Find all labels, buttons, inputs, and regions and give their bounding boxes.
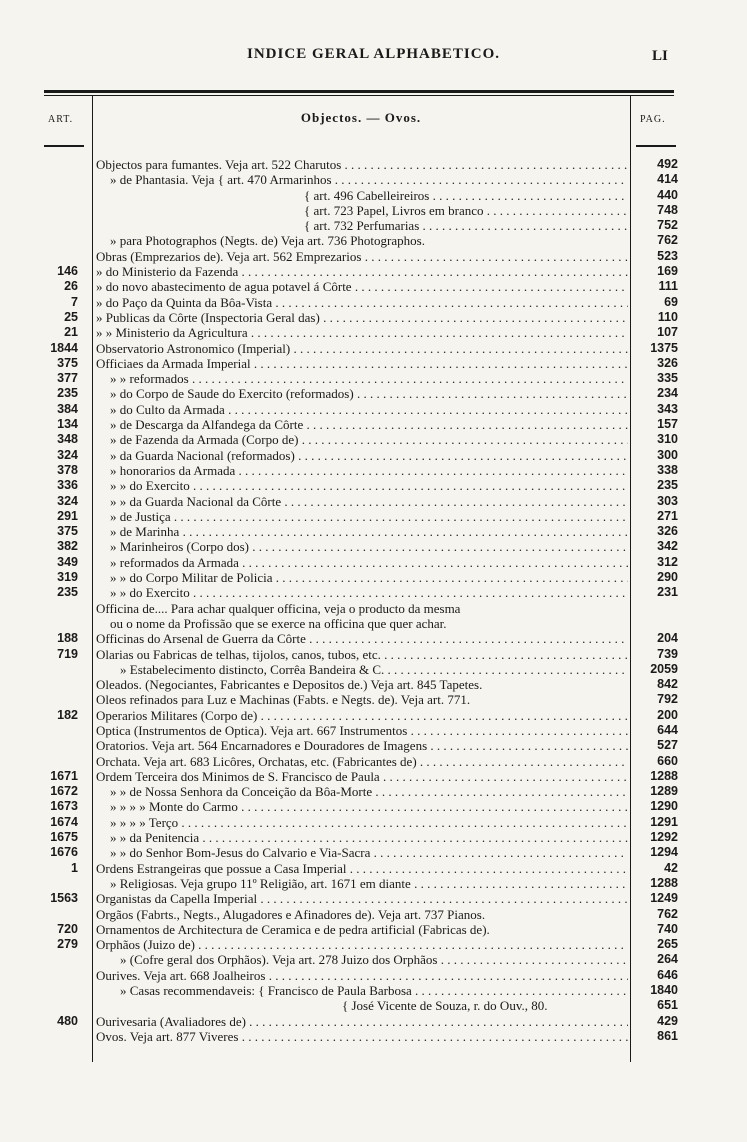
entry-page-number: 235 [657,478,678,493]
index-row [0,432,747,447]
index-row [0,585,747,600]
entry-text: Orphãos (Juizo de) . . . [96,937,628,952]
entry-text: » » » » Terço . . . [110,815,628,830]
index-row [0,555,747,570]
entry-text: » Publicas da Côrte (Inspectoria Geral das) . . . [96,310,628,325]
entry-text: Observatorio Astronomico (Imperial) . . . [96,341,628,356]
entry-article-number: 21 [64,325,78,340]
index-row [0,723,747,738]
entry-page-number: 414 [657,172,678,187]
entry-article-number: 382 [57,539,78,554]
entry-article-number: 1673 [50,799,78,814]
index-row [0,891,747,906]
entry-text: » do Culto da Armada . . . [110,402,628,417]
index-row [0,1014,747,1029]
entry-article-number: 25 [64,309,78,324]
entry-page-number: 300 [657,447,678,462]
entry-text: Officinas do Arsenal de Guerra da Côrte . . . [96,631,628,646]
index-row [0,279,747,294]
entry-page-number: 303 [657,493,678,508]
entry-page-number: 739 [657,646,678,661]
entry-text: » para Photographos (Negts. de) Veja art. 736 Photographos. [110,233,425,249]
entry-page-number: 1288 [650,768,678,783]
entry-page-number: 660 [657,753,678,768]
entry-text: » » do Corpo Militar de Policia . . . [110,570,628,585]
index-row [0,769,747,784]
top-rule [44,90,674,93]
index-row [0,968,747,983]
entry-text: » da Guarda Nacional (reformados) . . . [110,448,628,463]
entry-text: Oratorios. Veja art. 564 Encarnadores e Douradores de Imagens . . . [96,738,628,753]
entry-page-number: 523 [657,248,678,263]
entry-text: Ourives. Veja art. 668 Joalheiros . . . [96,968,628,983]
entry-text: » do Corpo de Saude do Exercito (reformados) . . . [110,386,628,401]
index-row [0,784,747,799]
entry-text: Obras (Emprezarios de). Veja art. 562 Emprezarios . . . [96,249,628,264]
index-row [0,448,747,463]
entry-page-number: 264 [657,952,678,967]
entry-page-number: 429 [657,1013,678,1028]
entry-page-number: 326 [657,355,678,370]
index-row [0,402,747,417]
entry-article-number: 348 [57,432,78,447]
entry-page-number: 69 [664,294,678,309]
entry-page-number: 343 [657,401,678,416]
entry-article-number: 720 [57,921,78,936]
index-row [0,218,747,233]
entry-page-number: 312 [657,554,678,569]
index-row [0,708,747,723]
index-row [0,371,747,386]
entry-text: » » da Guarda Nacional da Côrte . . . [110,494,628,509]
index-row [0,799,747,814]
entry-page-number: 861 [657,1028,678,1043]
index-row [0,172,747,187]
entry-article-number: 480 [57,1013,78,1028]
entry-page-number: 1289 [650,784,678,799]
entry-article-number: 1672 [50,784,78,799]
index-row [0,494,747,509]
entry-article-number: 26 [64,279,78,294]
entry-text: » » do Exercito . . . [110,585,628,600]
entry-article-number: 146 [57,264,78,279]
entry-text: Operarios Militares (Corpo de) . . . [96,708,628,723]
entry-article-number: 377 [57,371,78,386]
index-row [0,157,747,172]
index-row [0,907,747,922]
entry-text: { art. 496 Cabelleireiros . . . [304,188,628,203]
index-row [0,647,747,662]
entry-article-number: 235 [57,585,78,600]
entry-article-number: 291 [57,508,78,523]
entry-text: » » do Senhor Bom-Jesus do Calvario e Via-Sacra . . . [110,845,628,860]
entry-page-number: 107 [657,325,678,340]
entry-page-number: 1375 [650,340,678,355]
entry-page-number: 492 [657,157,678,171]
entry-text: » » do Exercito . . . [110,478,628,493]
entry-text: » de Phantasia. Veja { art. 470 Armarinhos . . . [110,172,628,187]
column-header-pag: PAG. [640,114,666,125]
entry-article-number: 719 [57,646,78,661]
entry-page-number: 42 [664,860,678,875]
entry-text: Organistas da Capella Imperial . . . [96,891,628,906]
index-row [0,922,747,937]
entry-article-number: 336 [57,478,78,493]
entry-page-number: 2059 [650,661,678,676]
entry-article-number: 349 [57,554,78,569]
entry-page-number: 157 [657,417,678,432]
index-row [0,616,747,631]
entry-text: { art. 732 Perfumarias . . . [304,218,628,233]
entry-page-number: 204 [657,631,678,646]
entry-page-number: 1840 [650,983,678,998]
entry-page-number: 842 [657,677,678,692]
entry-text: » (Cofre geral dos Orphãos). Veja art. 278 Juizo dos Orphãos . . . [120,952,628,967]
entry-page-number: 111 [658,279,678,294]
entry-page-number: 1290 [650,799,678,814]
header-underline-pag [636,145,676,147]
entry-article-number: 1844 [50,340,78,355]
entry-article-number: 378 [57,462,78,477]
entry-article-number: 1 [71,860,78,875]
entry-text: » » Ministerio da Agricultura . . . [96,325,628,340]
entry-page-number: 271 [657,508,678,523]
entry-page-number: 440 [657,187,678,202]
entry-article-number: 1674 [50,814,78,829]
entry-article-number: 1563 [50,891,78,906]
index-row [0,509,747,524]
entry-text: Orchata. Veja art. 683 Licôres, Orchatas, etc. (Fabricantes de) . . . [96,754,628,769]
entry-text: Olarias ou Fabricas de telhas, tijolos, canos, tubos, etc. . . . [96,647,628,662]
entry-page-number: 752 [657,218,678,233]
entry-article-number: 384 [57,401,78,416]
entry-text: » de Marinha . . . [110,524,628,539]
entry-text: Officiaes da Armada Imperial . . . [96,356,628,371]
entry-article-number: 235 [57,386,78,401]
index-row [0,662,747,677]
entry-page-number: 231 [657,585,678,600]
entry-page-number: 748 [657,202,678,217]
entry-text: Orgãos (Fabrts., Negts., Alugadores e Afinadores de). Veja art. 737 Pianos. [96,906,486,922]
entry-page-number: 651 [657,998,678,1013]
entry-text: Ordem Terceira dos Minimos de S. Francisco de Paula . . . [96,769,628,784]
entry-article-number: 1675 [50,830,78,845]
entry-text: » do Ministerio da Fazenda . . . [96,264,628,279]
entry-text: Ourivesaria (Avaliadores de) . . . [96,1014,628,1029]
entry-text: Ovos. Veja art. 877 Viveres . . . [96,1029,628,1044]
entry-page-number: 762 [657,233,678,248]
entry-text: » reformados da Armada . . . [110,555,628,570]
entry-page-number: 342 [657,539,678,554]
entry-page-number: 1249 [650,891,678,906]
entry-article-number: 319 [57,570,78,585]
index-row [0,845,747,860]
index-row [0,983,747,998]
entry-text: » » da Penitencia . . . [110,830,628,845]
index-row [0,952,747,967]
index-row [0,188,747,203]
index-row [0,861,747,876]
entry-text: Officina de.... Para achar qualquer officina, veja o producto da mesma [96,600,461,616]
entry-page-number: 644 [657,722,678,737]
index-row [0,524,747,539]
index-row [0,570,747,585]
entry-text: » » reformados . . . [110,371,628,386]
page-title: INDICE GERAL ALPHABETICO. [247,46,500,62]
entry-page-number: 169 [657,264,678,279]
entry-article-number: 1676 [50,845,78,860]
entry-article-number: 324 [57,447,78,462]
entry-text: Oleos refinados para Luz e Machinas (Fabts. e Negts. de). Veja art. 771. [96,692,471,708]
entry-text: » do Paço da Quinta da Bôa-Vista . . . [96,295,628,310]
entry-page-number: 200 [657,707,678,722]
entry-page-number: 326 [657,524,678,539]
entry-text: » de Justiça . . . [110,509,628,524]
entry-page-number: 234 [657,386,678,401]
entry-page-number: 265 [657,937,678,952]
page-number: LI [652,48,668,64]
entry-page-number: 290 [657,570,678,585]
entry-article-number: 182 [57,707,78,722]
entry-article-number: 188 [57,631,78,646]
entry-text: { José Vicente de Souza, r. do Ouv., 80. [342,998,548,1014]
index-row [0,249,747,264]
entry-text: Optica (Instrumentos de Optica). Veja art. 667 Instrumentos . . . [96,723,628,738]
index-row [0,539,747,554]
entry-text: » Marinheiros (Corpo dos) . . . [110,539,628,554]
index-row [0,417,747,432]
index-row [0,601,747,616]
entry-text: » honorarios da Armada . . . [110,463,628,478]
entry-text: » » » » Monte do Carmo . . . [110,799,628,814]
index-row [0,1029,747,1044]
entry-article-number: 134 [57,417,78,432]
index-row [0,310,747,325]
entry-text: Oleados. (Negociantes, Fabricantes e Depositos de.) Veja art. 845 Tapetes. [96,677,483,693]
entry-text: » Casas recommendaveis: { Francisco de Paula Barbosa . . . [120,983,628,998]
entry-text: » do novo abastecimento de agua potavel á Côrte . . . [96,279,628,294]
entry-text: Ornamentos de Architectura de Ceramica e de pedra artificial (Fabricas de). [96,921,490,937]
index-row [0,738,747,753]
index-row [0,295,747,310]
index-row [0,463,747,478]
entry-page-number: 310 [657,432,678,447]
index-row [0,341,747,356]
entry-article-number: 375 [57,524,78,539]
index-row [0,631,747,646]
entry-article-number: 375 [57,355,78,370]
index-row [0,203,747,218]
entry-page-number: 527 [657,738,678,753]
index-row [0,815,747,830]
index-row [0,478,747,493]
entry-page-number: 335 [657,371,678,386]
entry-text: » » de Nossa Senhora da Conceição da Bôa-Morte . . . [110,784,628,799]
entry-page-number: 338 [657,462,678,477]
index-row [0,677,747,692]
entry-article-number: 324 [57,493,78,508]
index-row [0,998,747,1013]
index-row [0,937,747,952]
entry-page-number: 110 [657,309,678,324]
entry-text: { art. 723 Papel, Livros em branco . . . [304,203,628,218]
entry-page-number: 792 [657,692,678,707]
index-row [0,692,747,707]
entry-text: » Estabelecimento distincto, Corrêa Bandeira & C. . . . [120,662,628,677]
entry-page-number: 1294 [650,845,678,860]
entry-page-number: 740 [657,921,678,936]
entry-text: Ordens Estrangeiras que possue a Casa Imperial . . . [96,861,628,876]
index-row [0,830,747,845]
entry-page-number: 1291 [650,814,678,829]
entry-text: ou o nome da Profissão que se exerce na officina que quer achar. [110,615,447,631]
entry-text: » Religiosas. Veja grupo 11º Religião, art. 1671 em diante . . . [110,876,628,891]
top-rule-thin [44,95,674,96]
entry-text: Objectos para fumantes. Veja art. 522 Charutos . . . [96,157,628,172]
index-entries [0,157,747,1044]
entry-page-number: 1292 [650,830,678,845]
index-row [0,264,747,279]
section-title: Objectos. — Ovos. [300,110,422,125]
index-row [0,325,747,340]
entry-article-number: 279 [57,937,78,952]
entry-page-number: 762 [657,906,678,921]
entry-article-number: 7 [71,294,78,309]
index-row [0,233,747,248]
entry-article-number: 1671 [50,768,78,783]
column-header-art: ART. [48,114,74,125]
entry-text: » de Descarga da Alfandega da Côrte . . . [110,417,628,432]
header-underline-art [44,145,84,147]
index-row [0,754,747,769]
index-row [0,876,747,891]
index-row [0,386,747,401]
entry-page-number: 646 [657,967,678,982]
entry-page-number: 1288 [650,875,678,890]
entry-text: » de Fazenda da Armada (Corpo de) . . . [110,432,628,447]
index-row [0,356,747,371]
